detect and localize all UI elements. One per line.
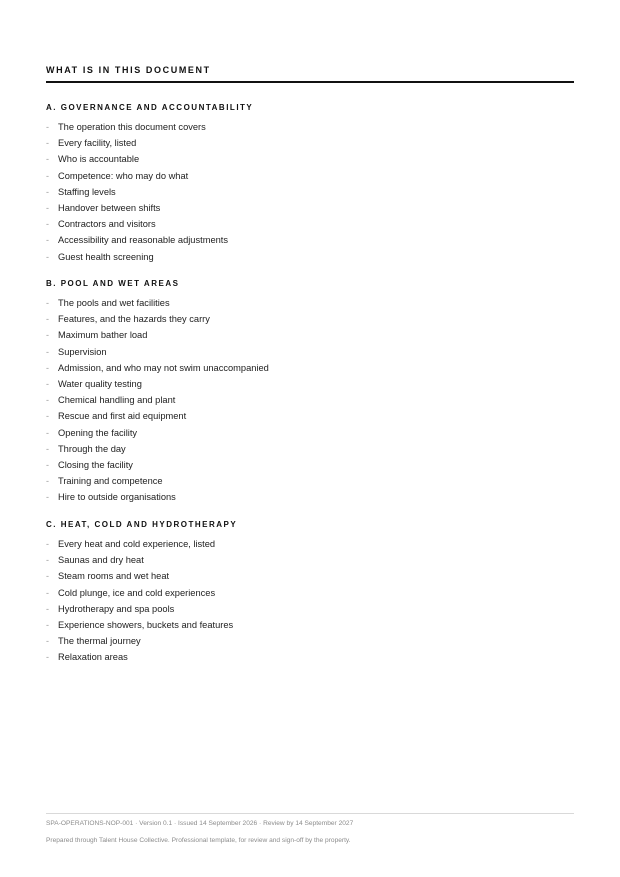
list-item-text: Hire to outside organisations [58, 492, 176, 503]
list-item-text: Steam rooms and wet heat [58, 571, 170, 582]
footer-reference: SPA-OPERATIONS-NOP-001 · Version 0.1 · Issued 14 September 2026 · Review by 14 September 2027 [46, 820, 354, 827]
bullet-dash: - [46, 138, 49, 149]
list-item-text: Every heat and cold experience, listed [58, 539, 216, 549]
bullet-dash: - [46, 298, 49, 308]
list-item [46, 617, 233, 633]
list-item-text: Admission, and who may not swim unaccompanied [58, 362, 269, 373]
list-item-text: Chemical handling and plant [58, 395, 176, 406]
list-item-text: Opening the facility [58, 427, 138, 438]
list-item-text: Every facility, listed [58, 138, 137, 149]
list-item-text: Accessibility and reasonable adjustments [58, 235, 229, 246]
list-item-text: Experience showers, buckets and features [58, 619, 234, 630]
title-divider [46, 81, 574, 83]
list-item [46, 392, 269, 408]
bullet-dash: - [46, 362, 49, 373]
bullet-dash: - [46, 314, 49, 325]
bullet-dash: - [46, 411, 49, 422]
section-list-pool [46, 295, 269, 505]
list-item [46, 408, 269, 424]
list-item [46, 633, 233, 649]
section-heading-pool: B. POOL AND WET AREAS [46, 279, 180, 288]
list-item [46, 119, 228, 135]
bullet-dash: - [46, 122, 49, 132]
list-item-text: Water quality testing [58, 378, 142, 389]
list-item-text: Features, and the hazards they carry [58, 314, 210, 325]
list-item-text: Saunas and dry heat [58, 555, 144, 566]
list-item [46, 249, 228, 265]
list-item [46, 360, 269, 376]
list-item [46, 585, 233, 601]
footer-prepared-note: Prepared through Talent House Collective. Professional template, for review and sign-off by the property. [46, 837, 351, 844]
section-list-governance [46, 119, 228, 265]
list-item-text: Rescue and first aid equipment [58, 411, 187, 422]
bullet-dash: - [46, 154, 49, 165]
bullet-dash: - [46, 539, 49, 549]
list-item [46, 232, 228, 248]
section-list-heat-cold [46, 536, 233, 666]
list-item-text: Staffing levels [58, 186, 116, 197]
list-item [46, 216, 228, 232]
bullet-dash: - [46, 219, 49, 230]
list-item-text: Cold plunge, ice and cold experiences [58, 587, 216, 598]
list-item [46, 311, 269, 327]
list-item-text: Supervision [58, 346, 107, 357]
list-item-text: Training and competence [58, 476, 163, 487]
bullet-dash: - [46, 555, 49, 566]
list-item-text: Maximum bather load [58, 330, 148, 341]
list-item-text: The operation this document covers [58, 122, 206, 132]
bullet-dash: - [46, 251, 49, 262]
list-item-text: Who is accountable [58, 154, 140, 165]
bullet-dash: - [46, 459, 49, 470]
bullet-dash: - [46, 603, 49, 614]
list-item-text: The thermal journey [58, 636, 141, 647]
list-item-text: Competence: who may do what [58, 170, 189, 181]
list-item [46, 327, 269, 343]
list-item-text: Closing the facility [58, 459, 133, 470]
bullet-dash: - [46, 492, 49, 503]
list-item [46, 457, 269, 473]
bullet-dash: - [46, 476, 49, 487]
list-item-text: Through the day [58, 443, 126, 454]
list-item [46, 168, 228, 184]
bullet-dash: - [46, 427, 49, 438]
section-heading-governance: A. GOVERNANCE AND ACCOUNTABILITY [46, 103, 254, 112]
section-heading-heat-cold: C. HEAT, COLD AND HYDROTHERAPY [46, 520, 238, 529]
list-item [46, 441, 269, 457]
list-item-text: The pools and wet facilities [58, 298, 170, 308]
bullet-dash: - [46, 443, 49, 454]
list-item [46, 200, 228, 216]
list-item-text: Relaxation areas [58, 652, 128, 663]
list-item [46, 135, 228, 151]
bullet-dash: - [46, 571, 49, 582]
bullet-dash: - [46, 346, 49, 357]
page-title: WHAT IS IN THIS DOCUMENT [46, 65, 211, 75]
footer-divider [46, 813, 574, 814]
list-item-text: Hydrotherapy and spa pools [58, 603, 175, 614]
bullet-dash: - [46, 378, 49, 389]
list-item [46, 425, 269, 441]
bullet-dash: - [46, 636, 49, 647]
list-item [46, 536, 233, 552]
bullet-dash: - [46, 186, 49, 197]
bullet-dash: - [46, 170, 49, 181]
list-item-text: Contractors and visitors [58, 219, 156, 230]
list-item [46, 473, 269, 489]
list-item [46, 151, 228, 167]
list-item [46, 552, 233, 568]
list-item [46, 568, 233, 584]
bullet-dash: - [46, 395, 49, 406]
bullet-dash: - [46, 330, 49, 341]
bullet-dash: - [46, 587, 49, 598]
list-item [46, 184, 228, 200]
list-item [46, 649, 233, 665]
list-item [46, 344, 269, 360]
list-item-text: Guest health screening [58, 251, 154, 262]
list-item [46, 376, 269, 392]
list-item [46, 489, 269, 505]
list-item [46, 601, 233, 617]
bullet-dash: - [46, 235, 49, 246]
list-item-text: Handover between shifts [58, 202, 161, 213]
bullet-dash: - [46, 652, 49, 663]
bullet-dash: - [46, 202, 49, 213]
bullet-dash: - [46, 619, 49, 630]
list-item [46, 295, 269, 311]
